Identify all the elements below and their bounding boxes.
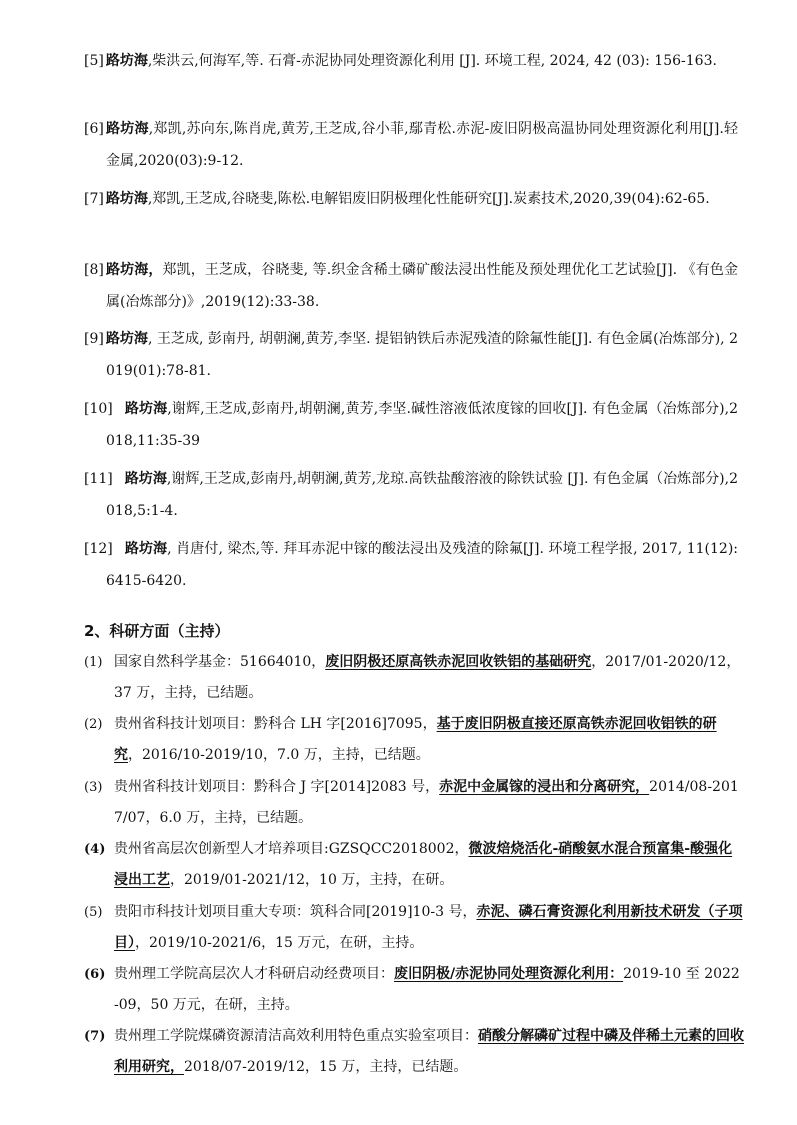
reference-author: 路坊海 (124, 541, 168, 557)
reference-author: 路坊海 (124, 471, 167, 487)
project-funding: 贵州理工学院高层次人才科研启动经费项目： (114, 966, 394, 982)
reference-text: ,郑凯,苏向东,陈肖虎,黄芳,王芝成,谷小菲,鄢青松.赤泥-废旧阴极高温协同处理资源化利用[J].轻金属,2020(03):9-12. (106, 121, 738, 169)
project-item (84, 772, 744, 834)
reference-author: 路坊海， (105, 262, 163, 278)
project-details: 2014/08-2017/07，6.0 万，主持，已结题。 (114, 779, 739, 826)
project-number: (3) (84, 780, 103, 795)
reference-author: 路坊海 (105, 331, 148, 347)
reference-item (84, 45, 738, 77)
project-funding: 贵阳市科技计划项目重大专项：筑科合同[2019]10-3 号， (114, 904, 477, 920)
project-number: (1) (84, 655, 103, 670)
project-number: (7) (84, 1029, 106, 1044)
reference-number: [9] (84, 331, 104, 347)
project-funding: 贵州省科技计划项目：黔科合 J 字[2014]2083 号， (114, 779, 440, 795)
project-title: 硝酸分解磷矿过程中磷及伴稀土元素的回收利用研究， (114, 1028, 744, 1075)
project-funding: 贵州省科技计划项目：黔科合 LH 字[2016]7095， (114, 716, 437, 732)
project-item (84, 897, 744, 959)
reference-number: [8] (84, 262, 104, 278)
reference-item (84, 533, 738, 597)
project-item (84, 834, 744, 896)
project-title: 废旧阴极/赤泥协同处理资源化利用： (394, 966, 624, 982)
reference-text: ,郑凯,王芝成,谷晓斐,陈松.电解铝废旧阴极理化性能研究[J].炭素技术,2020,39(04):62-65. (147, 191, 710, 207)
project-details: 2018/07-2019/12，15 万，主持，已结题。 (184, 1059, 468, 1075)
project-title: 废旧阴极还原高铁赤泥回收铁铝的基础研究 (325, 654, 592, 670)
project-details: ，2019/01-2021/12，10 万，主持，在研。 (170, 872, 454, 888)
reference-number: [5] (84, 53, 104, 69)
reference-text: , 肖唐付, 梁杰,等. 拜耳赤泥中镓的酸法浸出及残渣的除氟[J]. 环境工程学报, 2017, 11(12):6415-6420. (106, 541, 738, 589)
project-number: (5) (84, 905, 103, 920)
project-details: 2019-10 至 2022-09，50 万元，在研，主持。 (114, 966, 740, 1013)
project-title: 微波焙烧活化-硝酸氨水混合预富集-酸强化浸出工艺 (114, 841, 733, 888)
reference-number: [10] (84, 401, 113, 417)
project-number: (2) (84, 717, 103, 732)
project-funding: 国家自然科学基金：51664010， (114, 654, 326, 670)
project-item (84, 1021, 744, 1083)
reference-number: [6] (84, 121, 104, 137)
project-funding: 贵州省高层次创新型人才培养项目:GZSQCC2018002， (114, 841, 469, 857)
project-title: 基于废旧阴极直接还原高铁赤泥回收铝铁的研究 (114, 716, 717, 763)
project-item (84, 647, 744, 709)
reference-item (84, 463, 738, 527)
reference-author: 路坊海 (105, 191, 148, 207)
reference-number: [11] (84, 471, 113, 487)
project-details: ，2016/10-2019/10，7.0 万，主持，已结题。 (128, 747, 430, 763)
project-title: 赤泥中金属镓的浸出和分离研究， (439, 779, 650, 795)
reference-author: 路坊海 (124, 401, 168, 417)
project-number: (6) (84, 967, 106, 982)
reference-item (84, 393, 738, 457)
reference-text: , 王芝成, 彭南丹, 胡朝澜,黄芳,李坚. 提铝钠铁后赤泥残渣的除氟性能[J]. 有色金属(冶炼部分), 2019(01):78-81. (106, 331, 738, 379)
project-number: (4) (84, 842, 106, 857)
reference-item (84, 254, 738, 318)
reference-item (84, 323, 738, 387)
project-item (84, 959, 744, 1021)
project-details: ，2019/10-2021/6，15 万元，在研，主持。 (135, 935, 424, 951)
reference-text: 郑凯，王芝成，谷晓斐, 等.织金含稀土磷矿酸法浸出性能及预处理优化工艺试验[J]. 《有色金属(冶炼部分)》,2019(12):33-38. (106, 262, 739, 310)
reference-text: ,柴洪云,何海军,等. 石膏-赤泥协同处理资源化利用 [J]. 环境工程, 2024, 42 (03): 156-163. (147, 53, 717, 69)
section-title: 2、科研方面（主持） (84, 622, 230, 640)
reference-number: [12] (84, 541, 113, 557)
project-title: 赤泥、磷石膏资源化利用新技术研发（子项目） (114, 904, 743, 951)
project-item (84, 709, 744, 771)
reference-item (84, 113, 738, 177)
reference-text: ,谢辉,王芝成,彭南丹,胡朝澜,黄芳,李坚.碱性溶液低浓度镓的回收[J]. 有色金属（冶炼部分),2018,11:35-39 (106, 401, 739, 449)
project-details: ，2017/01-2020/12，37 万，主持，已结题。 (114, 654, 741, 701)
project-funding: 贵州理工学院煤磷资源清洁高效利用特色重点实验室项目： (114, 1028, 478, 1044)
reference-item (84, 183, 738, 215)
reference-author: 路坊海 (105, 121, 149, 137)
reference-number: [7] (84, 191, 104, 207)
reference-author: 路坊海 (105, 53, 148, 69)
reference-text: ,谢辉,王芝成,彭南丹,胡朝澜,黄芳,龙琼.高铁盐酸溶液的除铁试验 [J]. 有色金属（冶炼部分),2018,5:1-4. (106, 471, 739, 519)
